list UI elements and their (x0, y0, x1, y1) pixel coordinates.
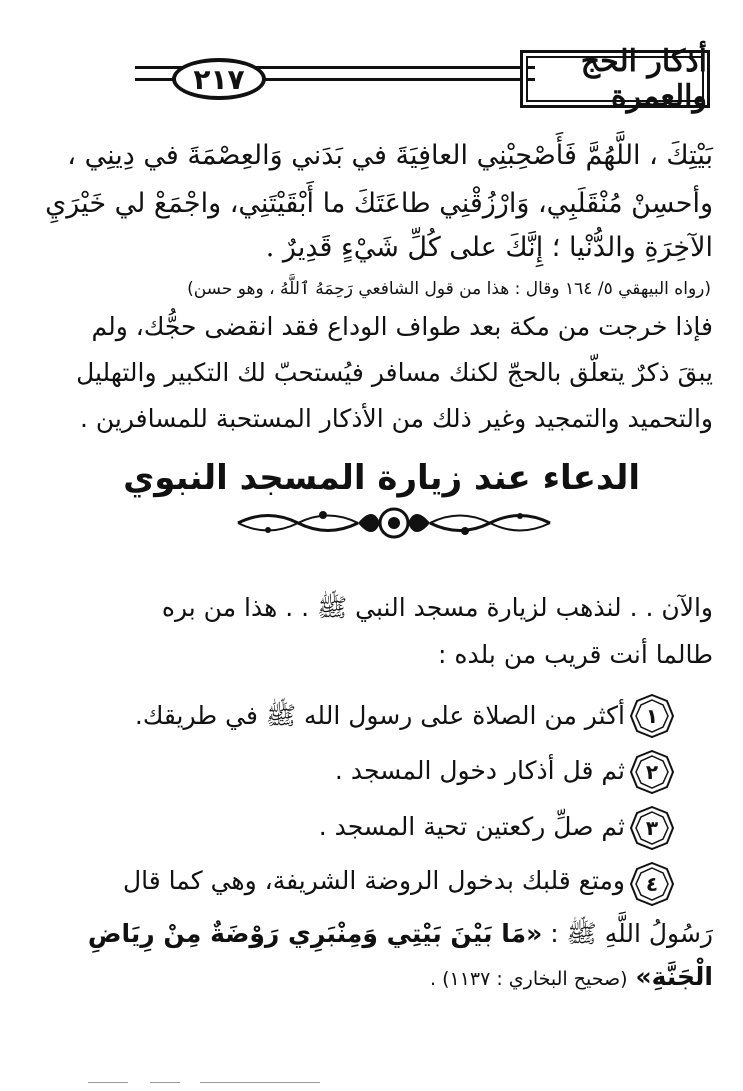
closing-line2 (430, 962, 713, 991)
item-number: ١ (645, 704, 659, 728)
paragraph1-line2: وأحسِنْ مُنْقَلَبِي، وَارْزُقْنِي طاعَتَكَ ما أَبْقَيْتَنِي، واجْمَعْ لي خَيْرَيِ (45, 188, 713, 219)
item-number-badge (630, 862, 674, 906)
hadith-quote-end: الْجَنَّةِ» (635, 962, 713, 991)
closing-prefix: رَسُولُ اللَّهِ ﷺ : (550, 919, 713, 948)
paragraph2-line3: والتحميد والتمجيد وغير ذلك من الأذكار المستحبة للمسافرين . (80, 404, 713, 433)
item-text: أكثر من الصلاة على رسول الله ﷺ في طريقك. (134, 701, 625, 730)
item-number-badge (630, 750, 674, 794)
hadith-citation: (صحيح البخاري : ١١٣٧) . (429, 968, 628, 990)
footer-mark (200, 1082, 320, 1083)
footer-mark (150, 1082, 180, 1083)
running-title: أذكار الحج والعمرة (520, 50, 710, 108)
hadith-quote: «مَا بَيْنَ بَيْتِي وَمِنْبَرِي رَوْضَةٌ مِنْ رِيَاضِ (87, 919, 543, 948)
ornament-icon (228, 500, 560, 546)
item-number: ٢ (645, 760, 659, 784)
intro-line2: طالما أنت قريب من بلده : (438, 640, 713, 669)
ornament-divider (228, 500, 560, 546)
footer-mark (88, 1082, 128, 1083)
paragraph1-line1: بَيْتِكَ ، اللَّهُمَّ فَأَصْحِبْنِي العافِيَةَ في بَدَني وَالعِصْمَةَ في دِينِي ، (67, 140, 713, 171)
item-text: ثم قل أذكار دخول المسجد . (334, 756, 625, 785)
item-number-badge (630, 694, 674, 738)
item-text: ثم صلِّ ركعتين تحية المسجد . (318, 812, 625, 841)
intro-line1: والآن . . لنذهب لزيارة مسجد النبي ﷺ . . هذا من بره (161, 593, 713, 622)
paragraph1-line3: الآخِرَةِ والدُّنْيا ؛ إِنَّكَ على كُلِّ شَيْءٍ قَدِيرٌ . (265, 232, 713, 263)
item-number: ٣ (645, 816, 659, 840)
item-number: ٤ (645, 872, 659, 896)
citation-bayhaqi: (رواه البيهقي ٥/ ١٦٤ وقال : هذا من قول الشافعي رَحِمَهُ ٱللَّهُ ، وهو حسن) (187, 279, 711, 299)
paragraph2-line2: يبقَ ذكرٌ يتعلّق بالحجّ لكنك مسافر فيُستحبّ لك التكبير والتهليل (76, 358, 713, 387)
closing-line1 (88, 918, 713, 955)
section-heading: الدعاء عند زيارة المسجد النبوي (123, 458, 640, 498)
page-number: ٢١٧ (172, 58, 266, 100)
item-text: ومتع قلبك بدخول الروضة الشريفة، وهي كما قال (123, 866, 625, 895)
item-number-badge (630, 806, 674, 850)
paragraph2-line1: فإذا خرجت من مكة بعد طواف الوداع فقد انقضى حجُّك، ولم (91, 312, 713, 341)
